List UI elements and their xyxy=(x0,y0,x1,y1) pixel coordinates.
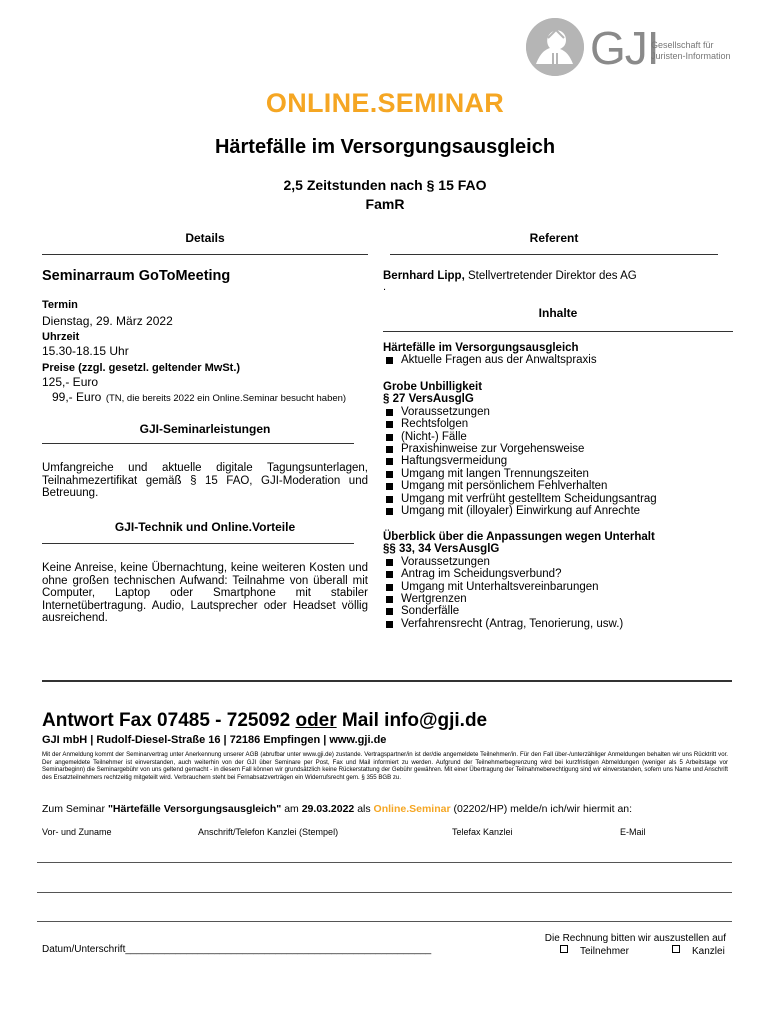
referent-divider xyxy=(390,254,718,255)
uhrzeit-value: 15.30-18.15 Uhr xyxy=(42,344,129,358)
logo-tagline: Gesellschaft für Juristen-Information xyxy=(651,40,731,61)
field-label-name: Vor- und Zuname xyxy=(42,827,112,837)
inhalte-header: Inhalte xyxy=(538,306,578,320)
inhalte-section-1: Härtefälle im Versorgungsausgleich Aktuelle Fragen aus der Anwaltspraxis xyxy=(383,342,733,367)
referent-dot: . xyxy=(383,281,387,293)
inhalte-list-3 xyxy=(383,556,733,630)
list-item: Umgang mit verfrüht gestelltem Scheidungsantrag xyxy=(383,493,733,505)
referent-line xyxy=(383,270,637,282)
list-item: Umgang mit Unterhaltsvereinbarungen xyxy=(383,581,733,593)
invoice-note: Die Rechnung bitten wir auszustellen auf xyxy=(544,933,726,944)
list-item: Umgang mit persönlichem Fehlverhalten xyxy=(383,480,733,492)
details-divider xyxy=(42,254,368,255)
technik-divider xyxy=(42,543,354,544)
referent-header: Referent xyxy=(529,231,579,245)
referent-role: Stellvertretender Direktor des AG xyxy=(467,270,637,282)
seminar-type-title: ONLINE.SEMINAR xyxy=(265,88,505,118)
company-address: GJI mbH | Rudolf-Diesel-Straße 16 | 72186 Empfingen | www.gji.de xyxy=(42,734,387,746)
signature-field[interactable]: Datum/Unterschrift_______________________________________________________ xyxy=(42,944,432,955)
preis-reduced: 99,- Euro (TN, die bereits 2022 ein Online.Seminar besucht haben) xyxy=(52,390,347,404)
leistungen-header: GJI-Seminarleistungen xyxy=(139,422,271,436)
entry-line-2[interactable] xyxy=(37,892,732,893)
legal-text: Mit der Anmeldung kommt der Seminarvertrag unter Anerkennung unserer AGB (abrufbar unter www.gji.de) zustande. Vertragspartner/in ist der/die angemeldete Teilnehmer/in. Für den Fall über-/unterzähliger Anmeldungen behalten wir uns Rücktritt vor. Der angemeldete Teilnehmer ist einverstanden, auch weiterhin von der GJI über Seminare per Post, Fax und Mail informiert zu werden. Aufgrund der Teilnehmerbegrenzung wird bei kurzfristigen Abmeldungen (weniger als 5 Arbeitstage vor Seminarbeginn) die Seminargebühr von uns geltend gemacht - in diesem Fall können wir grundsätzlich keine Rückerstattung der Gebühr gewähren. Mit einer Übertragung der Teilnahmeberechtigung sind wir einverstanden, sofern uns Name und Anschrift des Ersatzteilnehmers rechtzeitig mitgeteilt wird. Verbrauchern steht bei Fernabsatzverträgen ein Widerrufsrecht gem. § 355 BGB zu. xyxy=(42,751,728,782)
list-item: Umgang mit (illoyaler) Einwirkung auf Anrechte xyxy=(383,505,733,517)
preise-label: Preise (zzgl. gesetzl. geltender MwSt.) xyxy=(42,362,241,374)
inhalte-section-3: Überblick über die Anpassungen wegen Unterhalt §§ 33, 34 VersAusglG Voraussetzungen Antrag im Scheidungsverbund? Umgang mit Unterhaltsvereinbarungen Wertgrenzen Sonderfälle Verfahrensrecht (Antrag, Tenorierung, usw.) xyxy=(383,531,733,630)
list-item: Sonderfälle xyxy=(383,605,733,617)
checkbox-teilnehmer[interactable] xyxy=(560,945,568,953)
list-item: Antrag im Scheidungsverbund? xyxy=(383,568,733,580)
inhalte-list-1 xyxy=(383,354,733,366)
leistungen-text: Umfangreiche und aktuelle digitale Tagungsunterlagen, Teilnahmezertifikat gemäß § 15 FAO, GJI-Moderation und Betreuung. xyxy=(42,462,368,499)
seminar-title: Härtefälle im Versorgungsausgleich xyxy=(214,136,556,158)
uhrzeit-label: Uhrzeit xyxy=(42,331,80,343)
list-item: Aktuelle Fragen aus der Anwaltspraxis xyxy=(383,354,733,366)
entry-line-3[interactable] xyxy=(37,921,732,922)
invoice-option-kanzlei[interactable]: Kanzlei xyxy=(672,945,725,957)
antwort-heading: Antwort Fax 07485 - 725092 oder Mail info@gji.de xyxy=(42,710,488,731)
checkbox-kanzlei[interactable] xyxy=(672,945,680,953)
logo-emblem-icon xyxy=(526,18,584,76)
list-item: Verfahrensrecht (Antrag, Tenorierung, usw.) xyxy=(383,618,733,630)
preis-standard: 125,- Euro xyxy=(42,375,99,389)
registration-line: Zum Seminar "Härtefälle Versorgungsausgleich" am 29.03.2022 als Online.Seminar (02202/HP) melde/n ich/wir hiermit an: xyxy=(42,803,633,815)
invoice-option-teilnehmer[interactable]: Teilnehmer xyxy=(560,945,629,957)
signature-label: Datum/Unterschrift xyxy=(42,944,126,955)
field-label-fax: Telefax Kanzlei xyxy=(452,827,513,837)
entry-line-1[interactable] xyxy=(37,862,732,863)
list-item: Wertgrenzen xyxy=(383,593,733,605)
venue: Seminarraum GoToMeeting xyxy=(42,268,231,284)
field-label-email: E-Mail xyxy=(620,827,646,837)
details-header: Details xyxy=(185,231,225,245)
inhalte-list-2 xyxy=(383,406,733,518)
technik-header: GJI-Technik und Online.Vorteile xyxy=(114,520,296,534)
technik-text: Keine Anreise, keine Übernachtung, keine weiteren Kosten und ohne großen technischen Aufwand: Teilnahme von überall mit Computer, Laptop oder Smartphone mit stabiler Internetübertragung. Audio, Lautsprecher oder Headset völlig ausreichend. xyxy=(42,562,368,624)
leistungen-divider xyxy=(42,443,354,444)
list-item: Voraussetzungen xyxy=(383,556,733,568)
referent-name: Bernhard Lipp, xyxy=(383,270,465,282)
logo-emblem xyxy=(526,18,584,76)
list-item: (Nicht-) Fälle xyxy=(383,431,733,443)
list-item: Rechtsfolgen xyxy=(383,418,733,430)
inhalte-section-2: Grobe Unbilligkeit § 27 VersAusglG Voraussetzungen Rechtsfolgen (Nicht-) Fälle Praxishinweise zur Vorgehensweise Haftungsvermeidung Umgang mit langen Trennungszeiten Umgang mit persönlichem Fehlverhalten Umgang mit verfrüht gestelltem Scheidungsantrag Umgang mit (illoyaler) Einwirkung auf Anrechte xyxy=(383,381,733,517)
list-item: Haftungsvermeidung xyxy=(383,455,733,467)
list-item: Praxishinweise zur Vorgehensweise xyxy=(383,443,733,455)
seminar-hours: 2,5 Zeitstunden nach § 15 FAO FamR xyxy=(283,177,487,212)
list-item: Voraussetzungen xyxy=(383,406,733,418)
list-item: Umgang mit langen Trennungszeiten xyxy=(383,468,733,480)
termin-label: Termin xyxy=(42,299,78,311)
logo-text: GJI xyxy=(590,22,659,74)
section-divider xyxy=(42,680,732,682)
termin-value: Dienstag, 29. März 2022 xyxy=(42,314,173,328)
field-label-address: Anschrift/Telefon Kanzlei (Stempel) xyxy=(198,827,339,837)
inhalte-divider xyxy=(383,331,733,332)
